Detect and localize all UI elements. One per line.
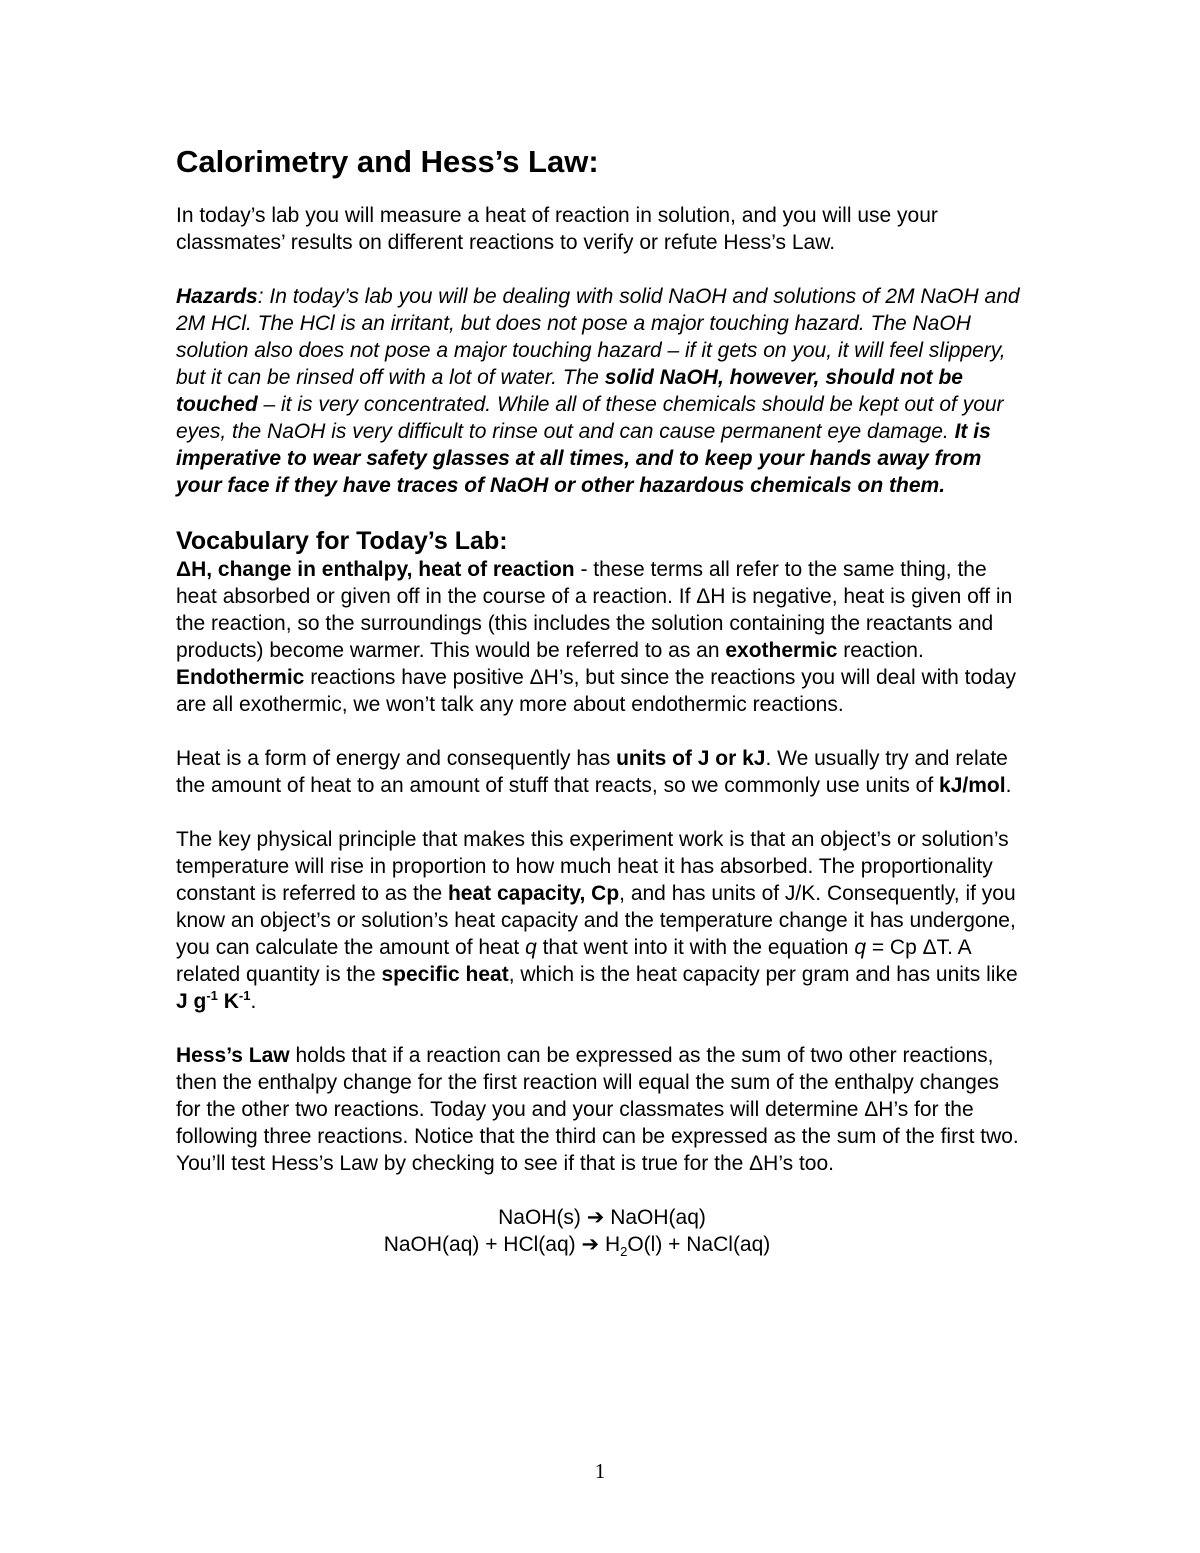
principle-text-1: The key physical principle that makes this experiment work is that an object’s or solution’s temperature will rise in proportion to how much heat it has absorbed. The proportionality constant is referred to as the — [176, 828, 1009, 905]
principle-text-4: = Cp ΔT. A related quantity is the — [176, 936, 971, 986]
hazards-text-1: : In today’s lab you will be dealing with solid NaOH and solutions of 2M NaOH and 2M HCl. The HCl is an irritant, but does not pose a major touching hazard. The NaOH solution also does not pose a major touching hazard – if it gets on you, it will feel slippery, but it can be rinsed off with a lot of water. The — [176, 285, 1020, 389]
hazards-bold-1: solid NaOH, however, should not be touched — [176, 366, 963, 416]
hazards-text-2: – it is very concentrated. While all of these chemicals should be kept out of your eyes, the NaOH is very difficult to rinse out and can cause permanent eye damage. — [176, 393, 1004, 443]
page-number: 1 — [594, 1459, 606, 1483]
hazards-label: Hazards — [176, 285, 258, 308]
hazards-bold-2: It is imperative to wear safety glasses at all times, and to keep your hands away from your face if they have traces of NaOH or other hazardous chemicals on them. — [176, 420, 991, 497]
exponent-2: -1 — [238, 988, 251, 1003]
units-bold-1: units of J or kJ — [616, 747, 766, 770]
hess-text: holds that if a reaction can be expressed as the sum of two other reactions, then the enthalpy change for the first reaction will equal the sum of the enthalpy changes for the other two reactions. Today you and your classmates will determine ΔH’s for the following three reactions. Notice that the third can be expressed as the sum of the first two. You’ll test Hess’s Law by checking to see if that is true for the ΔH’s too. — [176, 1044, 1019, 1175]
vocab-enthalpy-paragraph — [176, 556, 1028, 718]
term-specific-heat: specific heat — [381, 963, 509, 986]
vocab-text-3: reactions have positive ΔH’s, but since the reactions you will deal with today are all exothermic, we won’t talk any more about endothermic reactions. — [176, 666, 1017, 716]
principle-text-5: , which is the heat capacity per gram and has units like — [508, 963, 1018, 986]
reaction-arrow-icon: ➔ — [581, 1233, 600, 1256]
vocab-text-1: - these terms all refer to the same thing, the heat absorbed or given off in the course of a reaction. If ΔH is negative, heat is given off in the reaction, so the surroundings (this includes the solution containing the reactants and products) become warmer. This would be referred to as an — [176, 558, 1013, 662]
principle-paragraph — [176, 826, 1028, 1015]
unit-j-g: J g — [176, 990, 207, 1013]
units-text-3: . — [1005, 774, 1012, 797]
equation-1 — [176, 1204, 1028, 1231]
term-hess-law: Hess’s Law — [176, 1044, 290, 1067]
vocab-term-endothermic: Endothermic — [176, 666, 305, 689]
eq2-reactants: NaOH(aq) + HCl(aq) — [383, 1233, 582, 1256]
vocab-text-2: reaction. — [837, 639, 924, 662]
exponent-1: -1 — [206, 988, 218, 1003]
eq1-reactants: NaOH(s) — [498, 1206, 587, 1229]
reaction-arrow-icon: ➔ — [586, 1206, 605, 1229]
eq2-products-b: O(l) + NaCl(aq) — [627, 1233, 771, 1256]
vocab-heading: Vocabulary for Today’s Lab: — [176, 527, 508, 555]
eq2-products-a: H — [599, 1233, 621, 1256]
intro-paragraph: In today’s lab you will measure a heat of reaction in solution, and you will use your classmates’ results on different reactions to verify or refute Hess’s Law. — [176, 204, 938, 254]
equation-2 — [126, 1231, 1028, 1258]
units-text-1: Heat is a form of energy and consequently has — [176, 747, 617, 770]
specific-heat-units — [176, 990, 250, 1013]
vocab-term-enthalpy: ΔH, change in enthalpy, heat of reaction — [176, 558, 575, 581]
units-paragraph — [176, 745, 1028, 799]
hazards-paragraph — [176, 283, 1028, 499]
principle-text-2: , and has units of J/K. Consequently, if you know an object’s or solution’s heat capacity and the temperature change it has undergone, you can calculate the amount of heat — [176, 882, 1016, 959]
document-title: Calorimetry and Hess’s Law: — [176, 144, 599, 179]
term-heat-capacity: heat capacity, Cp — [447, 882, 620, 905]
hess-paragraph — [176, 1042, 1028, 1177]
symbol-q: q — [525, 936, 537, 959]
vocab-term-exothermic: exothermic — [725, 639, 838, 662]
principle-text-3: that went into it with the equation — [536, 936, 855, 959]
symbol-q-equation: q — [854, 936, 866, 959]
eq2-subscript: 2 — [620, 1244, 628, 1260]
units-text-2: . We usually try and relate the amount of heat to an amount of stuff that reacts, so we commonly use units of — [176, 747, 1008, 797]
document-page — [176, 138, 1028, 1258]
reaction-equations — [176, 1204, 1028, 1258]
units-bold-2: kJ/mol — [939, 774, 1006, 797]
eq1-products: NaOH(aq) — [604, 1206, 706, 1229]
unit-k: K — [217, 990, 239, 1013]
principle-text-6: . — [250, 990, 257, 1013]
